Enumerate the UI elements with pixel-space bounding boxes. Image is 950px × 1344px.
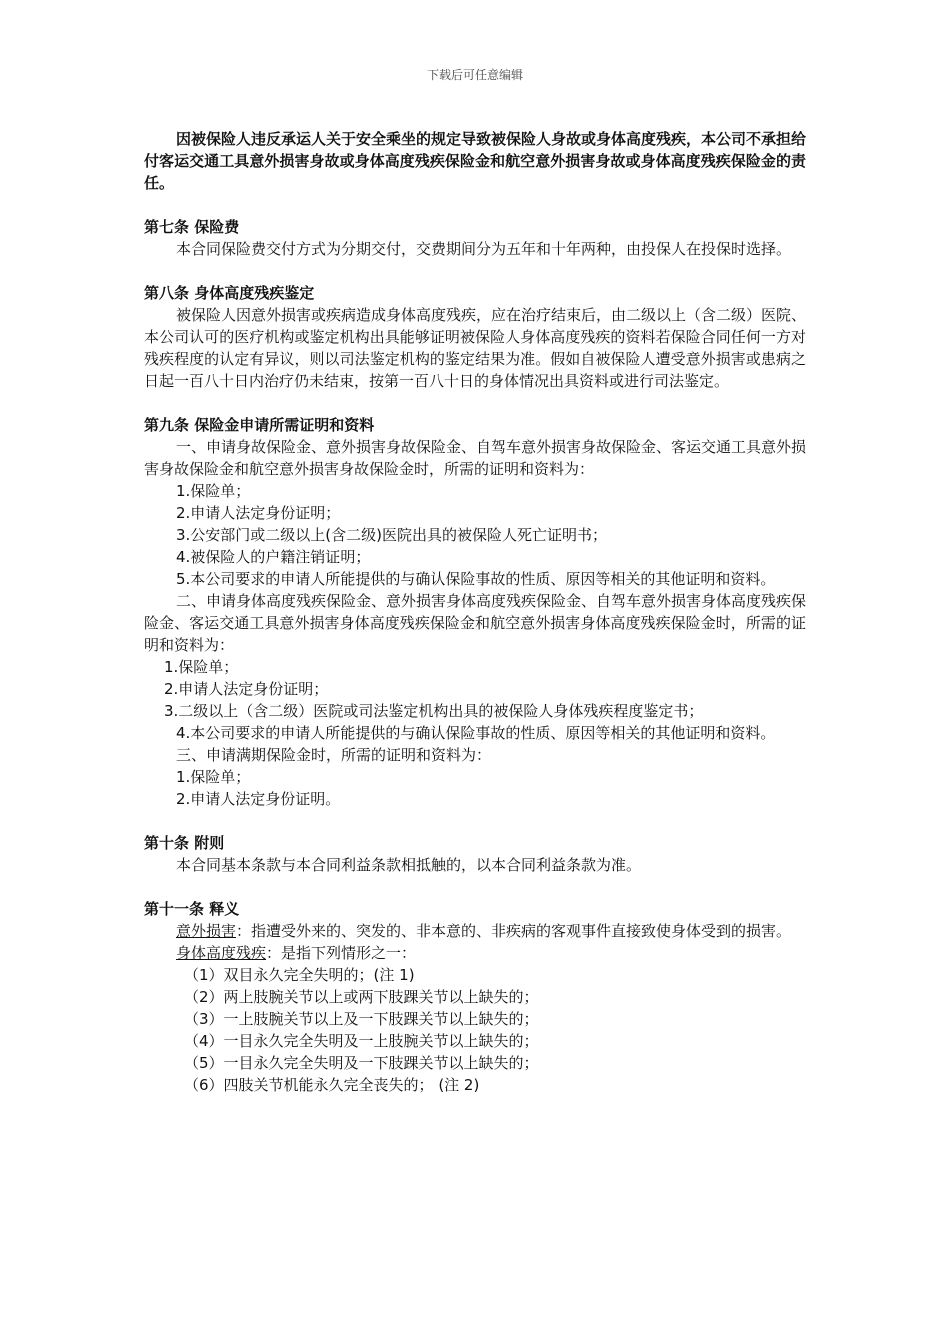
list-item: 4.本公司要求的申请人所能提供的与确认保险事故的性质、原因等相关的其他证明和资料。: [176, 724, 776, 742]
article-7-title: 第七条 保险费: [144, 218, 240, 236]
term-accident-definition: ：指遭受外来的、突发的、非本意的、非疾病的客观事件直接致使身体受到的损害。: [236, 922, 792, 940]
list-item: 2.申请人法定身份证明；: [176, 504, 341, 522]
list-item: （4）一目永久完全失明及一上肢腕关节以上缺失的；: [184, 1032, 539, 1050]
list-item: 5.本公司要求的申请人所能提供的与确认保险事故的性质、原因等相关的其他证明和资料。: [176, 570, 776, 588]
list-item: （2）两上肢腕关节以上或两下肢踝关节以上缺失的；: [184, 988, 539, 1006]
list-item: （1）双目永久完全失明的；(注 1): [184, 966, 415, 984]
document-body: [144, 128, 806, 1096]
list-item: 1.保险单；: [164, 658, 239, 676]
article-8-title: 第八条 身体高度残疾鉴定: [144, 284, 315, 302]
list-item: （5）一目永久完全失明及一下肢踝关节以上缺失的；: [184, 1054, 539, 1072]
page-header: 下载后可任意编辑: [426, 68, 523, 82]
list-item: 1.保险单；: [176, 768, 251, 786]
list-item: 3.公安部门或二级以上(含二级)医院出具的被保险人死亡证明书；: [176, 526, 608, 544]
article-7-body: 本合同保险费交付方式为分期交付，交费期间分为五年和十年两种，由投保人在投保时选择。: [176, 240, 792, 258]
article-9-section-2-intro: 二、申请身体高度残疾保险金、意外损害身体高度残疾保险金、自驾车意外损害身体高度残疾保险金、客运交通工具意外损害身体高度残疾保险金和航空意外损害身体高度残疾保险金时，所需的证明和资料为：: [144, 592, 807, 654]
article-11-title: 第十一条 释义: [144, 900, 240, 918]
intro-paragraph: 因被保险人违反承运人关于安全乘坐的规定导致被保险人身故或身体高度残疾，本公司不承担给付客运交通工具意外损害身故或身体高度残疾保险金和航空意外损害身故或身体高度残疾保险金的责任。: [144, 130, 807, 192]
article-10-title: 第十条 附则: [144, 834, 225, 852]
list-item: （3）一上肢腕关节以上及一下肢踝关节以上缺失的；: [184, 1010, 539, 1028]
definition-disability: [144, 942, 806, 964]
list-item: 2.申请人法定身份证明；: [164, 680, 329, 698]
article-10-body: 本合同基本条款与本合同利益条款相抵触的，以本合同利益条款为准。: [176, 856, 642, 874]
list-item: 1.保险单；: [176, 482, 251, 500]
article-8-body: 被保险人因意外损害或疾病造成身体高度残疾，应在治疗结束后，由二级以上（含二级）医院、本公司认可的医疗机构或鉴定机构出具能够证明被保险人身体高度残疾的资料若保险合同任何一方对残疾程度的认定有异议，则以司法鉴定机构的鉴定结果为准。假如自被保险人遭受意外损害或患病之日起一百八十日内治疗仍未结束，按第一百八十日的身体情况出具资料或进行司法鉴定。: [144, 306, 807, 390]
article-9-section-1-intro: 一、申请身故保险金、意外损害身故保险金、自驾车意外损害身故保险金、客运交通工具意外损害身故保险金和航空意外损害身故保险金时，所需的证明和资料为：: [144, 438, 807, 478]
list-item: 4.被保险人的户籍注销证明；: [176, 548, 371, 566]
term-accident: 意外损害: [176, 922, 237, 940]
term-disability: 身体高度残疾: [176, 944, 267, 962]
term-disability-definition: ：是指下列情形之一：: [266, 944, 417, 962]
article-9-section-3-intro: 三、申请满期保险金时，所需的证明和资料为：: [176, 746, 492, 764]
article-9-title: 第九条 保险金申请所需证明和资料: [144, 416, 375, 434]
list-item: 3.二级以上（含二级）医院或司法鉴定机构出具的被保险人身体残疾程度鉴定书；: [164, 702, 704, 720]
list-item: （6）四肢关节机能永久完全丧失的； (注 2): [184, 1076, 480, 1094]
definition-accident: [144, 920, 806, 942]
list-item: 2.申请人法定身份证明。: [176, 790, 341, 808]
